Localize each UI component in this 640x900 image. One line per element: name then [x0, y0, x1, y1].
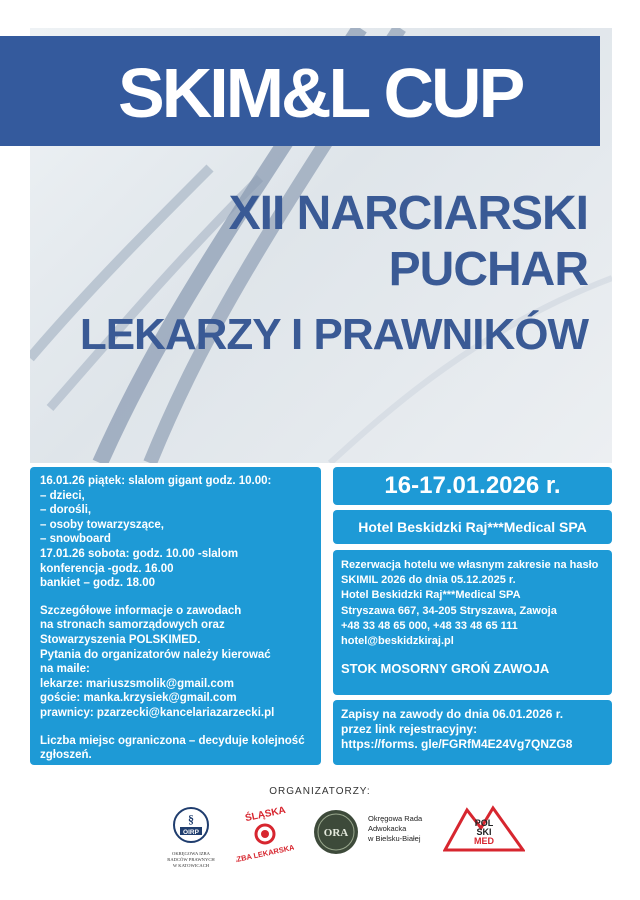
ora-mark: ORA [323, 827, 349, 839]
schedule-line: konferencja -godz. 16.00 [40, 562, 174, 575]
oirp-caption: W KATOWICACH [172, 863, 210, 868]
reservation-box [333, 550, 612, 695]
reservation-phone: +48 33 48 65 000, +48 33 48 65 111 [341, 619, 518, 632]
registration-line: Zapisy na zawody do dnia 06.01.2026 r. [341, 707, 564, 721]
info-line: na stronach samorządowych oraz [40, 619, 225, 632]
schedule-line: – osoby towarzyszące, [40, 518, 164, 531]
schedule-line: 16.01.26 piątek: slalom gigant godz. 10.00: [40, 475, 272, 487]
event-title: SKIM&L CUP [118, 54, 523, 132]
ora-caption: Adwokacka [368, 824, 407, 833]
oirp-emblem-text: OIRP [183, 829, 199, 836]
ora-caption: w Bielsku-Białej [368, 834, 421, 843]
reservation-line: Stryszawa 667, 34-205 Stryszawa, Zawoja [341, 604, 557, 617]
polskimed-mountain-icon [443, 800, 525, 858]
email-doctors[interactable]: lekarze: mariuszsmolik@gmail.com [40, 677, 235, 690]
reservation-line: Rezerwacja hotelu we własnym zakresie na hasło [341, 559, 599, 571]
oirp-emblem-icon [158, 806, 224, 846]
schedule-line: – dzieci, [40, 489, 85, 502]
schedule-line: – dorośli, [40, 504, 92, 517]
subtitle-line3: LEKARZY I PRAWNIKÓW [79, 310, 588, 359]
registration-link[interactable]: https://forms. gle/FGRfM4E24Vg7QNZG8 [341, 737, 573, 751]
oirp-caption: OKRĘGOWA IZBA [172, 851, 210, 856]
svg-text:§: § [188, 812, 194, 826]
schedule-line: – snowboard [40, 533, 111, 546]
sil-line1: ŚLĄSKA [244, 804, 287, 825]
organizers-label: ORGANIZATORZY: [269, 786, 371, 797]
registration-box [333, 700, 612, 765]
info-line: Stowarzyszenia POLSKIMED. [40, 633, 201, 646]
polskimed-logo [443, 800, 525, 858]
slope-name: STOK MOSORNY GROŃ ZAWOJA [341, 661, 550, 677]
oirp-logo [158, 806, 224, 868]
ora-emblem-icon [312, 808, 362, 858]
sil-emblem-icon [236, 804, 294, 864]
oirp-caption: RADCÓW PRAWNYCH [167, 857, 215, 862]
registration-line: przez link rejestracyjny: [341, 722, 478, 736]
sil-line2: IZBA LEKARSKA [236, 842, 294, 864]
polskimed-line3: MED [474, 836, 494, 846]
hotel-name: Hotel Beskidzki Raj***Medical SPA [333, 510, 612, 544]
reservation-line: SKIMIL 2026 do dnia 05.12.2025 r. [341, 574, 516, 587]
subtitle-line2: PUCHAR [388, 243, 588, 296]
ora-bielsko-logo [312, 808, 452, 858]
limit-line: Liczba miejsc ograniczona – decyduje kolejność [40, 734, 305, 747]
email-lawyers[interactable]: prawnicy: pzarzecki@kancelariazarzecki.pl [40, 706, 275, 719]
schedule-line: 17.01.26 sobota: godz. 10.00 -slalom [40, 547, 239, 560]
polskimed-line2: SKI [476, 827, 492, 837]
event-date: 16-17.01.2026 r. [333, 467, 612, 505]
reservation-line: Hotel Beskidzki Raj***Medical SPA [341, 589, 521, 602]
email-guests[interactable]: goście: manka.krzysiek@gmail.com [40, 692, 237, 705]
ora-caption: Okręgowa Rada [368, 814, 423, 823]
limit-line: zgłoszeń. [40, 749, 92, 762]
info-line: Pytania do organizatorów należy kierować [40, 648, 271, 661]
info-line: Szczegółowe informacje o zawodach [40, 604, 242, 617]
slaska-izba-lekarska-logo [236, 804, 294, 864]
schedule-line: bankiet – godz. 18.00 [40, 577, 156, 590]
subtitle-line1: XII NARCIARSKI [228, 187, 588, 240]
polskimed-line1: POL [474, 818, 494, 828]
reservation-email[interactable]: hotel@beskidzkiraj.pl [341, 635, 454, 648]
info-line: na maile: [40, 663, 90, 676]
schedule-box [30, 467, 321, 765]
